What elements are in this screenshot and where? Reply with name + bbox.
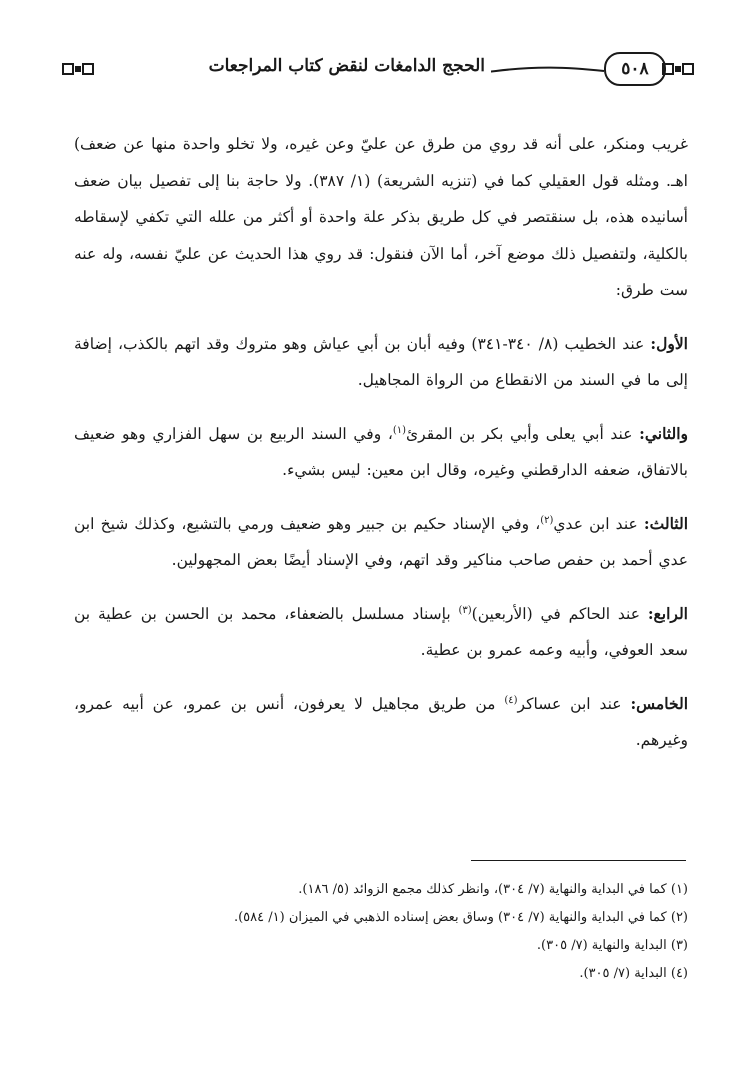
paragraph-fourth-chain — [74, 596, 688, 669]
footnotes — [70, 876, 688, 988]
footnote-item: (٢) كما في البداية والنهاية (٧/ ٣٠٤) وساق بعض إسناده الذهبي في الميزان (١/ ٥٨٤). — [233, 910, 688, 925]
paragraph-text: عند ابن عدي — [553, 514, 644, 533]
paragraph-third-chain — [74, 506, 688, 579]
footnote-ref[interactable]: (٤) — [504, 694, 518, 706]
paragraph-text: ، وفي الإسناد حكيم بن جبير وهو ضعيف ورمي بالتشيع، وكذلك شيخ ابن عدي أحمد بن حفص صاحب مناكير وقد اتهم، وفي الإسناد أيضًا بعض المجهولين. — [74, 514, 688, 569]
footnote-divider — [471, 860, 686, 861]
paragraph-lead: الثالث: — [643, 513, 689, 533]
paragraph-text: ، وفي السند الربيع بن سهل الفزاري وهو ضعيف بالاتفاق، ضعفه الدارقطني وغيره، وقال ابن معين: ليس بشيء. — [74, 424, 688, 479]
paragraph-text: عند الخطيب (٨/ ٣٤٠-٣٤١) وفيه أبان بن أبي عياش وهو متروك وقد اتهم بالكذب، إضافة إلى ما في السند من الانقطاع من الرواة المجاهيل. — [74, 334, 688, 389]
paragraph-text: بإسناد مسلسل بالضعفاء، محمد بن الحسن بن عطية بن سعد العوفي، وأبيه وعمه عمرو بن عطية. — [74, 604, 688, 659]
footnote-item: (٣) البداية والنهاية (٧/ ٣٠٥). — [536, 938, 688, 953]
paragraph-lead: الخامس: — [630, 693, 688, 713]
paragraph-fifth-chain — [74, 686, 688, 759]
paragraph-lead: الأول: — [650, 333, 688, 353]
paragraph-first-chain — [74, 326, 688, 399]
footnote-item: (١) كما في البداية والنهاية (٧/ ٣٠٤)، وانظر كذلك مجمع الزوائد (٥/ ١٨٦). — [298, 882, 688, 897]
ornament-icon — [662, 62, 696, 76]
footnote-item: (٤) البداية (٧/ ٣٠٥). — [579, 966, 688, 981]
page-number: ٥٠٨ — [604, 52, 666, 86]
footnote-ref[interactable]: (٣) — [458, 604, 472, 616]
running-title: الحجج الدامغات لنقض كتاب المراجعات — [203, 56, 491, 76]
main-text — [74, 126, 688, 776]
page-header — [62, 52, 696, 92]
footnote-ref[interactable]: (٢) — [540, 514, 554, 526]
footnote-ref[interactable]: (١) — [392, 424, 407, 436]
paragraph-lead: الرابع: — [647, 603, 688, 623]
ornament-icon — [62, 62, 96, 76]
paragraph-lead: والثاني: — [639, 423, 688, 443]
paragraph-text: من طريق مجاهيل لا يعرفون، أنس بن عمرو، عن أبيه عمرو، وغيرهم. — [74, 694, 688, 749]
paragraph-second-chain — [74, 416, 688, 489]
paragraph-text: عند الحاكم في (الأربعين) — [471, 604, 648, 623]
paragraph-text: عند ابن عساكر — [517, 694, 631, 713]
paragraph-intro: غريب ومنكر، على أنه قد روي من طرق عن عليّ وعن غيره، ولا تخلو واحدة منها عن ضعف) اهـ. ومثله قول العقيلي كما في (تنزيه الشريعة) (١/ ٣٨٧). ولا حاجة بنا إلى تفصيل بيان ضعف أسانيده هذه، بل سنقتصر في كل طريق بذكر علة واحدة أو أكثر من علله التي تكفي لإسقاطه بالكلية، ولتفصيل ذلك موضع آخر، أما الآن فنقول: قد روي هذا الحديث عن عليّ نفسه، وله عنه ست طرق: — [74, 135, 688, 299]
paragraph-text: عند أبي يعلى وأبي بكر بن المقرئ — [406, 424, 640, 443]
